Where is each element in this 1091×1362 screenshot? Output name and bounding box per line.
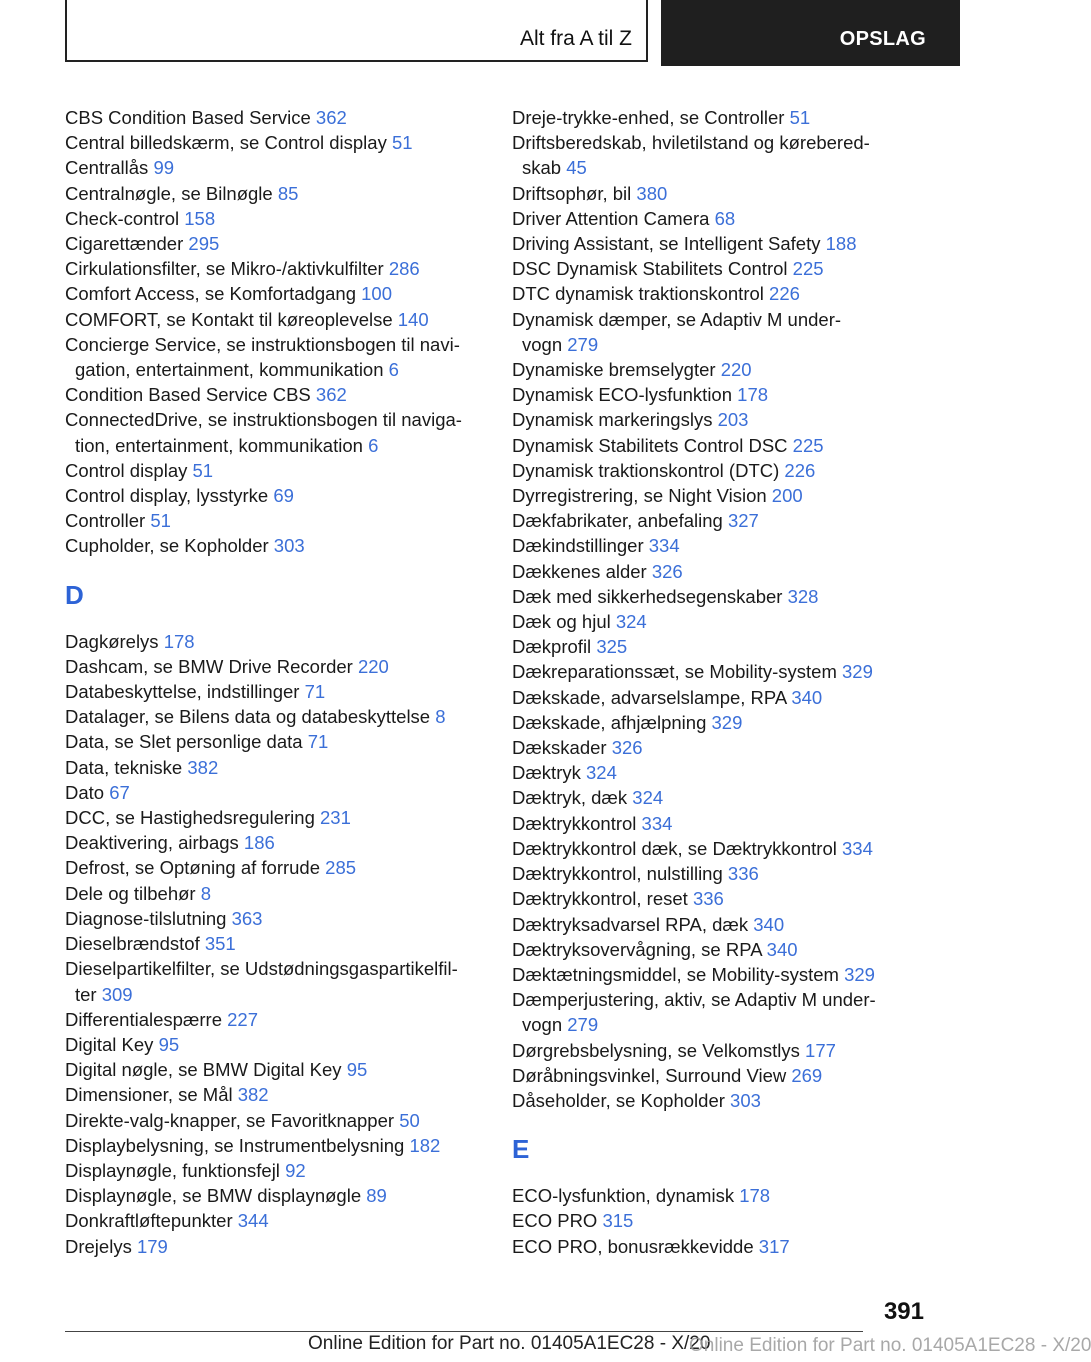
index-entry bbox=[65, 1133, 505, 1158]
index-entry bbox=[512, 181, 952, 206]
index-entry bbox=[512, 256, 952, 281]
index-column-left bbox=[65, 105, 505, 1259]
index-entry-text: Dagkørelys bbox=[65, 630, 164, 652]
index-entry-text: Dato bbox=[65, 781, 110, 803]
page-link[interactable]: 178 bbox=[163, 630, 195, 652]
index-entry bbox=[65, 1208, 505, 1233]
index-entry-text: Dynamisk dæmper, se Adaptiv M under- bbox=[512, 308, 842, 330]
index-entry-text: Dele og tilbehør bbox=[65, 882, 201, 904]
index-entry-text: DTC dynamisk traktionskontrol bbox=[512, 283, 770, 305]
index-entry bbox=[65, 508, 505, 533]
page-link[interactable]: 315 bbox=[602, 1210, 634, 1232]
index-entry-text: Displaynøgle, funktionsfejl bbox=[65, 1159, 286, 1181]
page-link[interactable]: 71 bbox=[304, 681, 326, 703]
index-entry bbox=[65, 1183, 505, 1208]
page-link[interactable]: 225 bbox=[792, 258, 824, 280]
index-entry-text: Deaktivering, airbags bbox=[65, 832, 244, 854]
index-entry-text: Control display bbox=[65, 459, 193, 481]
index-entry-text: ConnectedDrive, se instruktionsbogen til naviga- bbox=[65, 409, 462, 431]
page-link[interactable]: 8 bbox=[435, 706, 446, 728]
index-entry bbox=[512, 912, 952, 937]
index-entry bbox=[65, 533, 505, 558]
index-entry-text: Dieselbrændstof bbox=[65, 933, 205, 955]
index-entry bbox=[65, 256, 505, 281]
page-link[interactable]: 336 bbox=[692, 888, 724, 910]
page-link[interactable]: 324 bbox=[632, 787, 664, 809]
index-entry bbox=[512, 307, 952, 357]
page-link[interactable]: 51 bbox=[789, 107, 811, 128]
index-entry-text: Dækskader bbox=[512, 737, 612, 759]
index-entry bbox=[65, 1007, 505, 1032]
index-entry bbox=[65, 458, 505, 483]
index-entry-text: Dimensioner, se Mål bbox=[65, 1084, 238, 1106]
index-entry bbox=[512, 760, 952, 785]
index-entry-continuation: ter bbox=[75, 983, 102, 1005]
index-entry-text: Dørgrebsbelysning, se Velkomstlys bbox=[512, 1039, 806, 1061]
page-link[interactable]: 334 bbox=[842, 837, 873, 859]
page-link[interactable]: 51 bbox=[391, 132, 413, 154]
index-entry-text: Datalager, se Bilens data og databeskyttelse bbox=[65, 706, 436, 728]
index-entry bbox=[65, 654, 505, 679]
index-entry-text: Centrallås bbox=[65, 157, 154, 179]
index-entry bbox=[65, 206, 505, 231]
page-link[interactable]: 285 bbox=[325, 857, 357, 879]
index-entry bbox=[512, 659, 952, 684]
page-link[interactable]: 269 bbox=[791, 1064, 823, 1086]
page-link[interactable]: 188 bbox=[825, 233, 857, 255]
page-link[interactable]: 328 bbox=[787, 585, 819, 607]
page-link[interactable]: 220 bbox=[720, 359, 752, 381]
index-entry bbox=[512, 710, 952, 735]
page-link[interactable]: 295 bbox=[188, 233, 220, 255]
index-entry bbox=[512, 130, 952, 180]
index-entry-text: Dåseholder, se Kopholder bbox=[512, 1089, 731, 1111]
page-link[interactable]: 6 bbox=[368, 434, 379, 456]
page-link[interactable]: 178 bbox=[739, 1185, 771, 1207]
index-entry-text: Dækindstillinger bbox=[512, 535, 649, 557]
index-entry bbox=[512, 962, 952, 987]
page-link[interactable]: 158 bbox=[184, 207, 216, 229]
index-entry-text: Central billedskærm, se Control display bbox=[65, 132, 392, 154]
page-link[interactable]: 140 bbox=[397, 308, 429, 330]
page-link[interactable]: 351 bbox=[204, 933, 236, 955]
index-entry-text: Check-control bbox=[65, 207, 185, 229]
index-entry-continuation: vogn bbox=[522, 333, 568, 355]
index-entry bbox=[65, 931, 505, 956]
index-entry-text: Donkraftløftepunkter bbox=[65, 1210, 238, 1232]
index-entry-text: Dynamisk traktionskontrol (DTC) bbox=[512, 459, 785, 481]
index-entry-text: Diagnose-tilslutning bbox=[65, 907, 232, 929]
index-entry-text: Displaynøgle, se BMW displaynøgle bbox=[65, 1185, 367, 1207]
footer-divider bbox=[65, 1331, 863, 1332]
page-link[interactable]: 340 bbox=[753, 913, 785, 935]
index-entry bbox=[65, 382, 505, 407]
page-header bbox=[0, 0, 960, 66]
index-entry bbox=[512, 433, 952, 458]
page-link[interactable]: 334 bbox=[648, 535, 680, 557]
page-link[interactable]: 327 bbox=[727, 510, 759, 532]
index-entry bbox=[512, 1234, 952, 1259]
index-entry-text: Cirkulationsfilter, se Mikro-/aktivkulfilter bbox=[65, 258, 389, 280]
index-entry-text: Cupholder, se Kopholder bbox=[65, 535, 274, 557]
page-link[interactable]: 6 bbox=[388, 359, 399, 381]
index-entry bbox=[65, 780, 505, 805]
page-link[interactable]: 226 bbox=[784, 459, 816, 481]
index-entry bbox=[512, 685, 952, 710]
index-entry-text: Dæktrykkontrol, nulstilling bbox=[512, 863, 728, 885]
page-link[interactable]: 95 bbox=[158, 1033, 180, 1055]
index-entry-text: Concierge Service, se instruktionsbogen til navi- bbox=[65, 333, 460, 355]
page-link[interactable]: 99 bbox=[153, 157, 175, 179]
page-link[interactable]: 380 bbox=[636, 182, 668, 204]
page-link[interactable]: 325 bbox=[596, 636, 628, 658]
index-entry-text: Dæk og hjul bbox=[512, 611, 616, 633]
page-link[interactable]: 362 bbox=[315, 107, 347, 128]
index-entry-text: Dækreparationssæt, se Mobility-system bbox=[512, 661, 843, 683]
index-entry-text: Direkte-valg-knapper, se Favoritknapper bbox=[65, 1109, 400, 1131]
page-link[interactable]: 324 bbox=[586, 762, 617, 784]
index-entry bbox=[65, 407, 505, 457]
index-entry bbox=[512, 861, 952, 886]
index-entry-text: COMFORT, se Kontakt til køreoplevelse bbox=[65, 308, 398, 330]
index-entry bbox=[512, 407, 952, 432]
page-link[interactable]: 203 bbox=[717, 409, 749, 431]
index-entry bbox=[65, 906, 505, 931]
index-entry-text: Condition Based Service CBS bbox=[65, 384, 316, 406]
index-letter-heading: D bbox=[65, 579, 84, 610]
page-link[interactable]: 326 bbox=[651, 560, 683, 582]
index-entry bbox=[512, 634, 952, 659]
index-entry-text: Dækkenes alder bbox=[512, 560, 652, 582]
index-entry bbox=[512, 735, 952, 760]
index-entry-text: Controller bbox=[65, 510, 151, 532]
index-entry bbox=[512, 206, 952, 231]
index-entry-text: Driftsophør, bil bbox=[512, 182, 637, 204]
page-link[interactable]: 279 bbox=[567, 333, 599, 355]
page-link[interactable]: 279 bbox=[567, 1014, 599, 1036]
index-entry bbox=[512, 987, 952, 1037]
index-entry bbox=[512, 836, 952, 861]
index-entry bbox=[65, 1032, 505, 1057]
index-entry-text: Dækprofil bbox=[512, 636, 597, 658]
index-entry bbox=[65, 956, 505, 1006]
index-entry bbox=[512, 458, 952, 483]
page-link[interactable]: 92 bbox=[285, 1159, 306, 1181]
index-entry bbox=[512, 609, 952, 634]
index-entry bbox=[512, 483, 952, 508]
page-link[interactable]: 89 bbox=[366, 1185, 387, 1207]
page-link[interactable]: 225 bbox=[792, 434, 824, 456]
page-link[interactable]: 329 bbox=[844, 963, 875, 985]
page-link[interactable]: 220 bbox=[357, 655, 389, 677]
index-entry-text: DSC Dynamisk Stabilitets Control bbox=[512, 258, 793, 280]
index-entry bbox=[65, 307, 505, 332]
index-entry-text: Dækskade, advarselslampe, RPA bbox=[512, 686, 792, 708]
index-entry bbox=[65, 805, 505, 830]
page-link[interactable]: 303 bbox=[730, 1089, 761, 1111]
page-link[interactable]: 71 bbox=[307, 731, 329, 753]
index-entry bbox=[65, 629, 505, 654]
index-entry-text: Control display, lysstyrke bbox=[65, 485, 274, 507]
index-entry-text: Dynamisk Stabilitets Control DSC bbox=[512, 434, 793, 456]
index-entry-text: Dyrregistrering, se Night Vision bbox=[512, 485, 772, 507]
index-entry-text: Dashcam, se BMW Drive Recorder bbox=[65, 655, 358, 677]
opslag-tab-label: OPSLAG bbox=[839, 28, 926, 50]
index-entry bbox=[65, 281, 505, 306]
index-entry-text: Data, se Slet personlige data bbox=[65, 731, 308, 753]
index-entry-text: Driver Attention Camera bbox=[512, 207, 715, 229]
index-entry bbox=[65, 181, 505, 206]
page-link[interactable]: 8 bbox=[200, 882, 212, 904]
page-link[interactable]: 68 bbox=[714, 207, 736, 229]
page-link[interactable]: 329 bbox=[842, 661, 873, 683]
page-link[interactable]: 179 bbox=[136, 1235, 168, 1257]
index-entry bbox=[65, 1082, 505, 1107]
index-entry bbox=[512, 937, 952, 962]
index-entry-text: Drejelys bbox=[65, 1235, 137, 1257]
page-link[interactable]: 317 bbox=[758, 1235, 790, 1257]
index-entry-text: Dækskade, afhjælpning bbox=[512, 711, 712, 733]
page-link[interactable]: 50 bbox=[399, 1109, 420, 1131]
index-entry bbox=[512, 231, 952, 256]
index-entry-text: Dæktryksovervågning, se RPA bbox=[512, 938, 767, 960]
index-entry-text: Dæktætningsmiddel, se Mobility-system bbox=[512, 963, 845, 985]
index-entry-text: Defrost, se Optøning af forrude bbox=[65, 857, 326, 879]
index-entry bbox=[512, 1183, 952, 1208]
index-entry-continuation: tion, entertainment, kommunikation bbox=[75, 434, 369, 456]
index-entry bbox=[65, 830, 505, 855]
page-link[interactable]: 178 bbox=[737, 384, 769, 406]
index-entry bbox=[65, 332, 505, 382]
index-entry bbox=[512, 1208, 952, 1233]
index-entry bbox=[512, 1088, 952, 1113]
page-link[interactable]: 186 bbox=[243, 832, 275, 854]
page-link[interactable]: 227 bbox=[227, 1008, 258, 1030]
page-link[interactable]: 69 bbox=[273, 485, 294, 507]
index-entry bbox=[512, 1063, 952, 1088]
index-entry bbox=[512, 533, 952, 558]
section-title: Alt fra A til Z bbox=[519, 27, 632, 50]
page-link[interactable]: 231 bbox=[320, 807, 351, 829]
index-entry-text: Comfort Access, se Komfortadgang bbox=[65, 283, 362, 305]
index-entry-text: Centralnøgle, se Bilnøgle bbox=[65, 182, 278, 204]
index-entry bbox=[512, 785, 952, 810]
index-entry-text: Dæmperjustering, aktiv, se Adaptiv M under- bbox=[512, 989, 876, 1011]
page-link[interactable]: 336 bbox=[727, 863, 759, 885]
page-number: 391 bbox=[883, 1298, 924, 1325]
index-entry-text: Digital Key bbox=[65, 1033, 159, 1055]
index-entry bbox=[65, 1234, 505, 1259]
index-entry-text: Dynamisk markeringslys bbox=[512, 409, 718, 431]
index-entry bbox=[65, 679, 505, 704]
page-link[interactable]: 344 bbox=[237, 1210, 269, 1232]
page-link[interactable]: 363 bbox=[231, 907, 263, 929]
index-entry-text: Dreje-trykke-enhed, se Controller bbox=[512, 107, 790, 128]
index-entry-text: Displaybelysning, se Instrumentbelysning bbox=[65, 1134, 410, 1156]
page-link[interactable]: 67 bbox=[109, 781, 130, 803]
edition-text: Online Edition for Part no. 01405A1EC28 - X/20 bbox=[308, 1333, 711, 1354]
page-link[interactable]: 85 bbox=[277, 182, 299, 204]
index-entry bbox=[65, 755, 505, 780]
index-entry bbox=[512, 382, 952, 407]
page-link[interactable]: 340 bbox=[791, 686, 823, 708]
index-entry-text: Dækfabrikater, anbefaling bbox=[512, 510, 728, 532]
page-link[interactable]: 340 bbox=[766, 938, 798, 960]
index-entry-text: Dynamisk ECO-lysfunktion bbox=[512, 384, 738, 406]
index-entry-text: CBS Condition Based Service bbox=[65, 107, 316, 128]
index-entry bbox=[512, 811, 952, 836]
page-link[interactable]: 100 bbox=[361, 283, 393, 305]
page-link[interactable]: 324 bbox=[615, 611, 647, 633]
index-entry-text: DCC, se Hastighedsregulering bbox=[65, 807, 321, 829]
index-entry-text: Dæk med sikkerhedsegenskaber bbox=[512, 585, 788, 607]
index-entry-text: Driving Assistant, se Intelligent Safety bbox=[512, 233, 826, 255]
page-link[interactable]: 334 bbox=[641, 812, 673, 834]
index-entry bbox=[512, 105, 952, 130]
index-entry-continuation: gation, entertainment, kommunikation bbox=[75, 359, 389, 381]
index-entry-text: Dynamiske bremselygter bbox=[512, 359, 721, 381]
index-entry-text: Differentialespærre bbox=[65, 1008, 228, 1030]
page-link[interactable]: 303 bbox=[273, 535, 305, 557]
page-link[interactable]: 382 bbox=[187, 756, 219, 778]
index-entry bbox=[65, 1158, 505, 1183]
page-link[interactable]: 309 bbox=[101, 983, 133, 1005]
index-entry-text: Dæktryk bbox=[512, 762, 586, 784]
index-entry-text: Data, tekniske bbox=[65, 756, 188, 778]
page-link[interactable]: 226 bbox=[769, 283, 800, 305]
index-entry bbox=[65, 729, 505, 754]
index-entry-text: ECO PRO bbox=[512, 1210, 603, 1232]
page-link[interactable]: 326 bbox=[611, 737, 643, 759]
index-entry bbox=[65, 881, 505, 906]
index-entry-text: Dæktryk, dæk bbox=[512, 787, 633, 809]
index-entry-continuation: vogn bbox=[522, 1014, 568, 1036]
index-entry-text: ECO-lysfunktion, dynamisk bbox=[512, 1185, 740, 1207]
page-link[interactable]: 286 bbox=[388, 258, 420, 280]
index-entry-text: Digital nøgle, se BMW Digital Key bbox=[65, 1059, 347, 1081]
section-title-box bbox=[65, 0, 648, 62]
index-entry-text: Dæktrykkontrol bbox=[512, 812, 642, 834]
page-link[interactable]: 45 bbox=[566, 157, 587, 179]
watermark: Online Edition for Part no. 01405A1EC28 - X/20 bbox=[689, 1335, 1091, 1356]
index-entry bbox=[65, 855, 505, 880]
index-letter-heading: E bbox=[512, 1134, 530, 1165]
index-entry bbox=[512, 1038, 952, 1063]
index-entry bbox=[65, 130, 505, 155]
index-entry bbox=[512, 357, 952, 382]
index-entry-text: Databeskyttelse, indstillinger bbox=[65, 681, 305, 703]
index-entry bbox=[512, 559, 952, 584]
index-entry bbox=[65, 105, 505, 130]
page-link[interactable]: 329 bbox=[711, 711, 743, 733]
page-link[interactable]: 362 bbox=[315, 384, 347, 406]
index-column-right bbox=[512, 105, 952, 1259]
index-entry bbox=[65, 704, 505, 729]
index-entry-text: Dæktryksadvarsel RPA, dæk bbox=[512, 913, 754, 935]
index-entry bbox=[512, 508, 952, 533]
index-entry bbox=[65, 483, 505, 508]
index-entry-text: ECO PRO, bonusrækkevidde bbox=[512, 1235, 759, 1257]
index-entry-text: Dieselpartikelfilter, se Udstødningsgaspartikelfil- bbox=[65, 958, 458, 980]
index-entry bbox=[512, 584, 952, 609]
page-link[interactable]: 177 bbox=[805, 1039, 836, 1061]
index-entry bbox=[65, 155, 505, 180]
index-entry-text: Driftsberedskab, hviletilstand og kørebered- bbox=[512, 132, 870, 154]
index-entry bbox=[512, 281, 952, 306]
page-link[interactable]: 382 bbox=[237, 1084, 269, 1106]
page-link[interactable]: 51 bbox=[150, 510, 171, 532]
index-entry bbox=[65, 1108, 505, 1133]
page-link[interactable]: 51 bbox=[192, 459, 214, 481]
opslag-tab[interactable] bbox=[661, 0, 960, 66]
index-entry-continuation: skab bbox=[522, 157, 567, 179]
index-entry bbox=[512, 886, 952, 911]
page-link[interactable]: 95 bbox=[346, 1059, 368, 1081]
index-entry-text: Dæktrykkontrol dæk, se Dæktrykkontrol bbox=[512, 837, 843, 859]
index-entry bbox=[65, 1057, 505, 1082]
index-entry-text: Døråbningsvinkel, Surround View bbox=[512, 1064, 792, 1086]
index-entry bbox=[65, 231, 505, 256]
index-entry-text: Dæktrykkontrol, reset bbox=[512, 888, 693, 910]
page-link[interactable]: 200 bbox=[771, 485, 803, 507]
page-link[interactable]: 182 bbox=[409, 1134, 441, 1156]
index-entry-text: Cigarettænder bbox=[65, 233, 189, 255]
